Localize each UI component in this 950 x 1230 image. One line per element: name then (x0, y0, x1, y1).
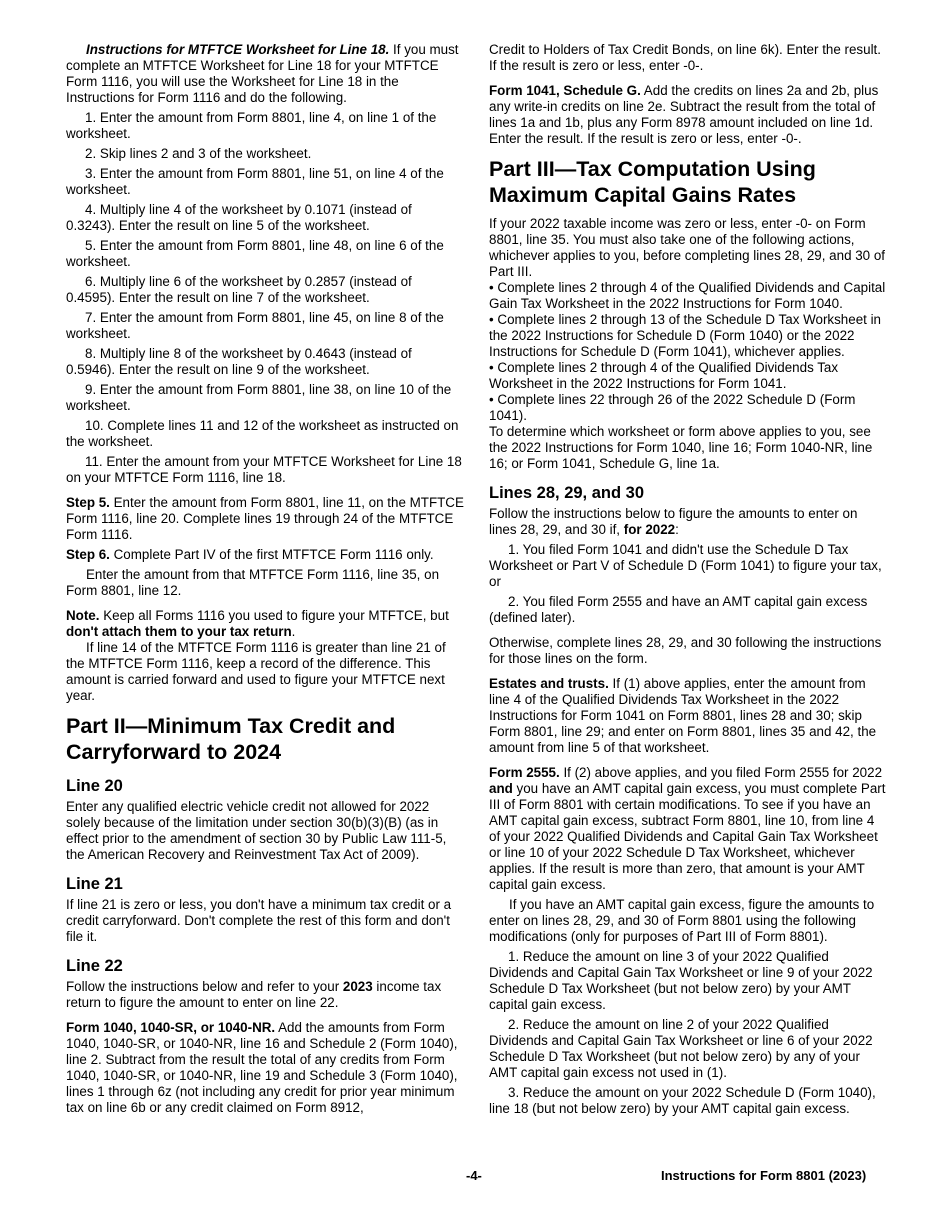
note (66, 608, 464, 640)
follow-text-b: : (675, 522, 679, 537)
line-22-text-b: income tax return to figure the amount to enter on line 22. (66, 979, 442, 1010)
step-5-lead: Step 5. (66, 495, 110, 510)
note-lead: Note. (66, 608, 100, 623)
part-2-title: Part II—Minimum Tax Credit and Carryforward to 2024 (66, 714, 396, 764)
line-22-heading: Line 22 (66, 957, 123, 975)
note-bold: don't attach them to your tax return (66, 624, 292, 639)
worksheet-step: 8. Multiply line 8 of the worksheet by 0.4643 (instead of 0.5946). Enter the result on line 9 of the worksheet. (66, 346, 412, 377)
worksheet-step: 1. Enter the amount from Form 8801, line 4, on line 1 of the worksheet. (66, 110, 437, 141)
form-1041-paragraph (489, 83, 887, 147)
form-2555-text-b: you have an AMT capital gain excess, you must complete Part III of Form 8801 with certain modifications. To see if you have an AMT capital gain excess, subtract Form 8801, line 10, from line 4 of your 2022 Qualified Dividends and Capital Gain Tax Worksheet or line 10 of your 2022 Schedule D Tax Worksheet, whichever applies. If the result is more than zero, that amount is your AMT capital gain excess. (489, 781, 886, 892)
bullet-item: • Complete lines 22 through 26 of the 2022 Schedule D (Form 1041). (489, 392, 856, 423)
form-1040-paragraph (66, 1020, 464, 1116)
estates-lead: Estates and trusts. (489, 676, 609, 691)
bullet-item: • Complete lines 2 through 4 of the Qualified Dividends Tax Worksheet in the 2022 Instructions for Form 1041. (489, 360, 839, 391)
step-6-sub: Enter the amount from that MTFTCE Form 1116, line 35, on Form 8801, line 12. (66, 567, 440, 598)
worksheet-step: 10. Complete lines 11 and 12 of the worksheet as instructed on the worksheet. (66, 418, 459, 449)
part-3-title: Part III—Tax Computation Using Maximum Capital Gains Rates (489, 157, 816, 207)
follow-text (489, 506, 887, 538)
line-21-heading: Line 21 (66, 875, 123, 893)
lines-28-30-heading: Lines 28, 29, and 30 (489, 484, 644, 502)
step-6-text: Complete Part IV of the first MTFTCE Form 1116 only. (109, 547, 434, 562)
part-3-intro: If your 2022 taxable income was zero or less, enter -0- on Form 8801, line 35. You must also take one of the following actions, whichever applies to you, before completing lines 28, 29, and 30 of Part III. (489, 216, 886, 279)
modification-item: 2. Reduce the amount on line 2 of your 2022 Qualified Dividends and Capital Gain Tax Worksheet or line 6 of your 2022 Schedule D Tax Worksheet (but not below zero) by any of your AMT capital gain excess not used in (1). (489, 1017, 873, 1080)
left-column (66, 42, 464, 1120)
line-22-text-a: Follow the instructions below and refer to your (66, 979, 343, 994)
right-column (489, 42, 887, 1121)
note-sub: If line 14 of the MTFTCE Form 1116 is greater than line 21 of the MTFTCE Form 1116, keep a record of the difference. This amount is carried forward and used to figure your MTFTCE next year. (66, 640, 446, 703)
worksheet-step: 9. Enter the amount from Form 8801, line 38, on line 10 of the worksheet. (66, 382, 452, 413)
worksheet-intro-text: If you must complete an MTFTCE Worksheet for Line 18 for your MTFTCE Form 1116, you will use the Worksheet for Line 18 in the Instructions for Form 1116 and do the following. (66, 42, 459, 105)
line-22-bold: 2023 (342, 979, 373, 994)
footer-title: Instructions for Form 8801 (2023) (661, 1168, 867, 1183)
estates-paragraph (489, 676, 887, 756)
line-20-text: Enter any qualified electric vehicle credit not allowed for 2022 solely because of the limitation under section 30(b)(3)(B) (as in effect prior to the amendment of section 30 by Public Law 111-5, the American Recovery and Reinvestment Tax Act of 2009). (66, 799, 447, 862)
continued-text: Credit to Holders of Tax Credit Bonds, on line 6k). Enter the result. If the result is zero or less, enter -0-. (489, 42, 881, 73)
line-20-heading: Line 20 (66, 777, 123, 795)
follow-text-a: Follow the instructions below to figure the amounts to enter on lines 28, 29, and 30 if, (489, 506, 858, 537)
condition-1: 1. You filed Form 1041 and didn't use the Schedule D Tax Worksheet or Part V of Schedule D (Form 1041) to figure your tax, or (489, 542, 882, 589)
form-1041-lead: Form 1041, Schedule G. (489, 83, 641, 98)
bullet-item: • Complete lines 2 through 13 of the Schedule D Tax Worksheet in the 2022 Instructions for Schedule D (Form 1040) or the 2022 Instructions for Schedule D (Form 1041), whichever applies. (489, 312, 882, 359)
step-5-text: Enter the amount from Form 8801, line 11, on the MTFTCE Form 1116, line 20. Complete lines 19 through 24 of the MTFTCE Form 1116. (66, 495, 464, 542)
follow-bold: for 2022 (623, 522, 676, 537)
form-2555-bold: and (489, 781, 513, 796)
form-1040-text: Add the amounts from Form 1040, 1040-SR, or 1040-NR, line 16 and Schedule 2 (Form 1040), line 2. Subtract from the result the total of any credits from Form 1040, 1040-SR, or 1040-NR, line 19 and Schedule 3 (Form 1040), lines 1 through 6z (not including any credit for prior year minimum tax on line 6b or any credit claimed on Form 8912, (66, 1020, 458, 1115)
worksheet-step: 11. Enter the amount from your MTFTCE Worksheet for Line 18 on your MTFTCE Form 1116, line 18. (66, 454, 462, 485)
worksheet-step: 6. Multiply line 6 of the worksheet by 0.2857 (instead of 0.4595). Enter the result on line 7 of the worksheet. (66, 274, 412, 305)
otherwise-text: Otherwise, complete lines 28, 29, and 30 following the instructions for those lines on the form. (489, 635, 882, 666)
modification-item: 3. Reduce the amount on your 2022 Schedule D (Form 1040), line 18 (but not below zero) by your AMT capital gain excess. (489, 1085, 876, 1116)
form-2555-lead: Form 2555. (489, 765, 560, 780)
form-1040-lead: Form 1040, 1040-SR, or 1040-NR. (66, 1020, 276, 1035)
bullet-item: • Complete lines 2 through 4 of the Qualified Dividends and Capital Gain Tax Worksheet in the 2022 Instructions for Form 1040. (489, 280, 886, 311)
step-6 (66, 547, 464, 563)
note-text: Keep all Forms 1116 you used to figure your MTFTCE, but (99, 608, 449, 623)
worksheet-intro (66, 42, 464, 106)
line-21-text: If line 21 is zero or less, you don't have a minimum tax credit or a credit carryforward. Don't complete the rest of this form and don't file it. (66, 897, 452, 944)
form-2555-text-a: If (2) above applies, and you filed Form 2555 for 2022 (559, 765, 883, 780)
amt-text: If you have an AMT capital gain excess, figure the amounts to enter on lines 28, 29, and 30 of Form 8801 using the following modifications (only for purposes of Part III of Form 8801). (489, 897, 875, 944)
worksheet-intro-lead: Instructions for MTFTCE Worksheet for Line 18. (86, 42, 390, 57)
note-text-end: . (291, 624, 296, 639)
form-1041-text: Add the credits on lines 2a and 2b, plus any write-in credits on line 2e. Subtract the result from the total of lines 1a and 1b, plus any Form 8978 amount included on line 1d. Enter the result. If the result is zero or less, enter -0-. (489, 83, 879, 146)
form-2555-paragraph (489, 765, 887, 893)
determine-text: To determine which worksheet or form above applies to you, see the 2022 Instructions for Form 1040, line 16; Form 1040-NR, line 16; or Form 1041, Schedule G, line 1a. (489, 424, 873, 471)
step-5 (66, 495, 464, 543)
step-6-lead: Step 6. (66, 547, 110, 562)
estates-text: If (1) above applies, enter the amount from line 4 of the Qualified Dividends Tax Worksheet in the 2022 Instructions for Form 1041 on Form 8801, lines 28 and 30; skip Form 8801, line 29; and enter on Form 8801, lines 35 and 42, the amount from line 5 of that worksheet. (489, 676, 877, 755)
condition-2: 2. You filed Form 2555 and have an AMT capital gain excess (defined later). (489, 594, 868, 625)
modification-item: 1. Reduce the amount on line 3 of your 2022 Qualified Dividends and Capital Gain Tax Worksheet or line 9 of your 2022 Schedule D Tax Worksheet (but not below zero) by your AMT capital gain excess. (489, 949, 873, 1012)
worksheet-step: 3. Enter the amount from Form 8801, line 51, on line 4 of the worksheet. (66, 166, 444, 197)
worksheet-step: 7. Enter the amount from Form 8801, line 45, on line 8 of the worksheet. (66, 310, 444, 341)
worksheet-step: 2. Skip lines 2 and 3 of the worksheet. (85, 146, 312, 161)
worksheet-step: 5. Enter the amount from Form 8801, line 48, on line 6 of the worksheet. (66, 238, 444, 269)
worksheet-step: 4. Multiply line 4 of the worksheet by 0.1071 (instead of 0.3243). Enter the result on line 5 of the worksheet. (66, 202, 412, 233)
page-number: -4- (466, 1168, 482, 1183)
line-22-text (66, 979, 464, 1011)
